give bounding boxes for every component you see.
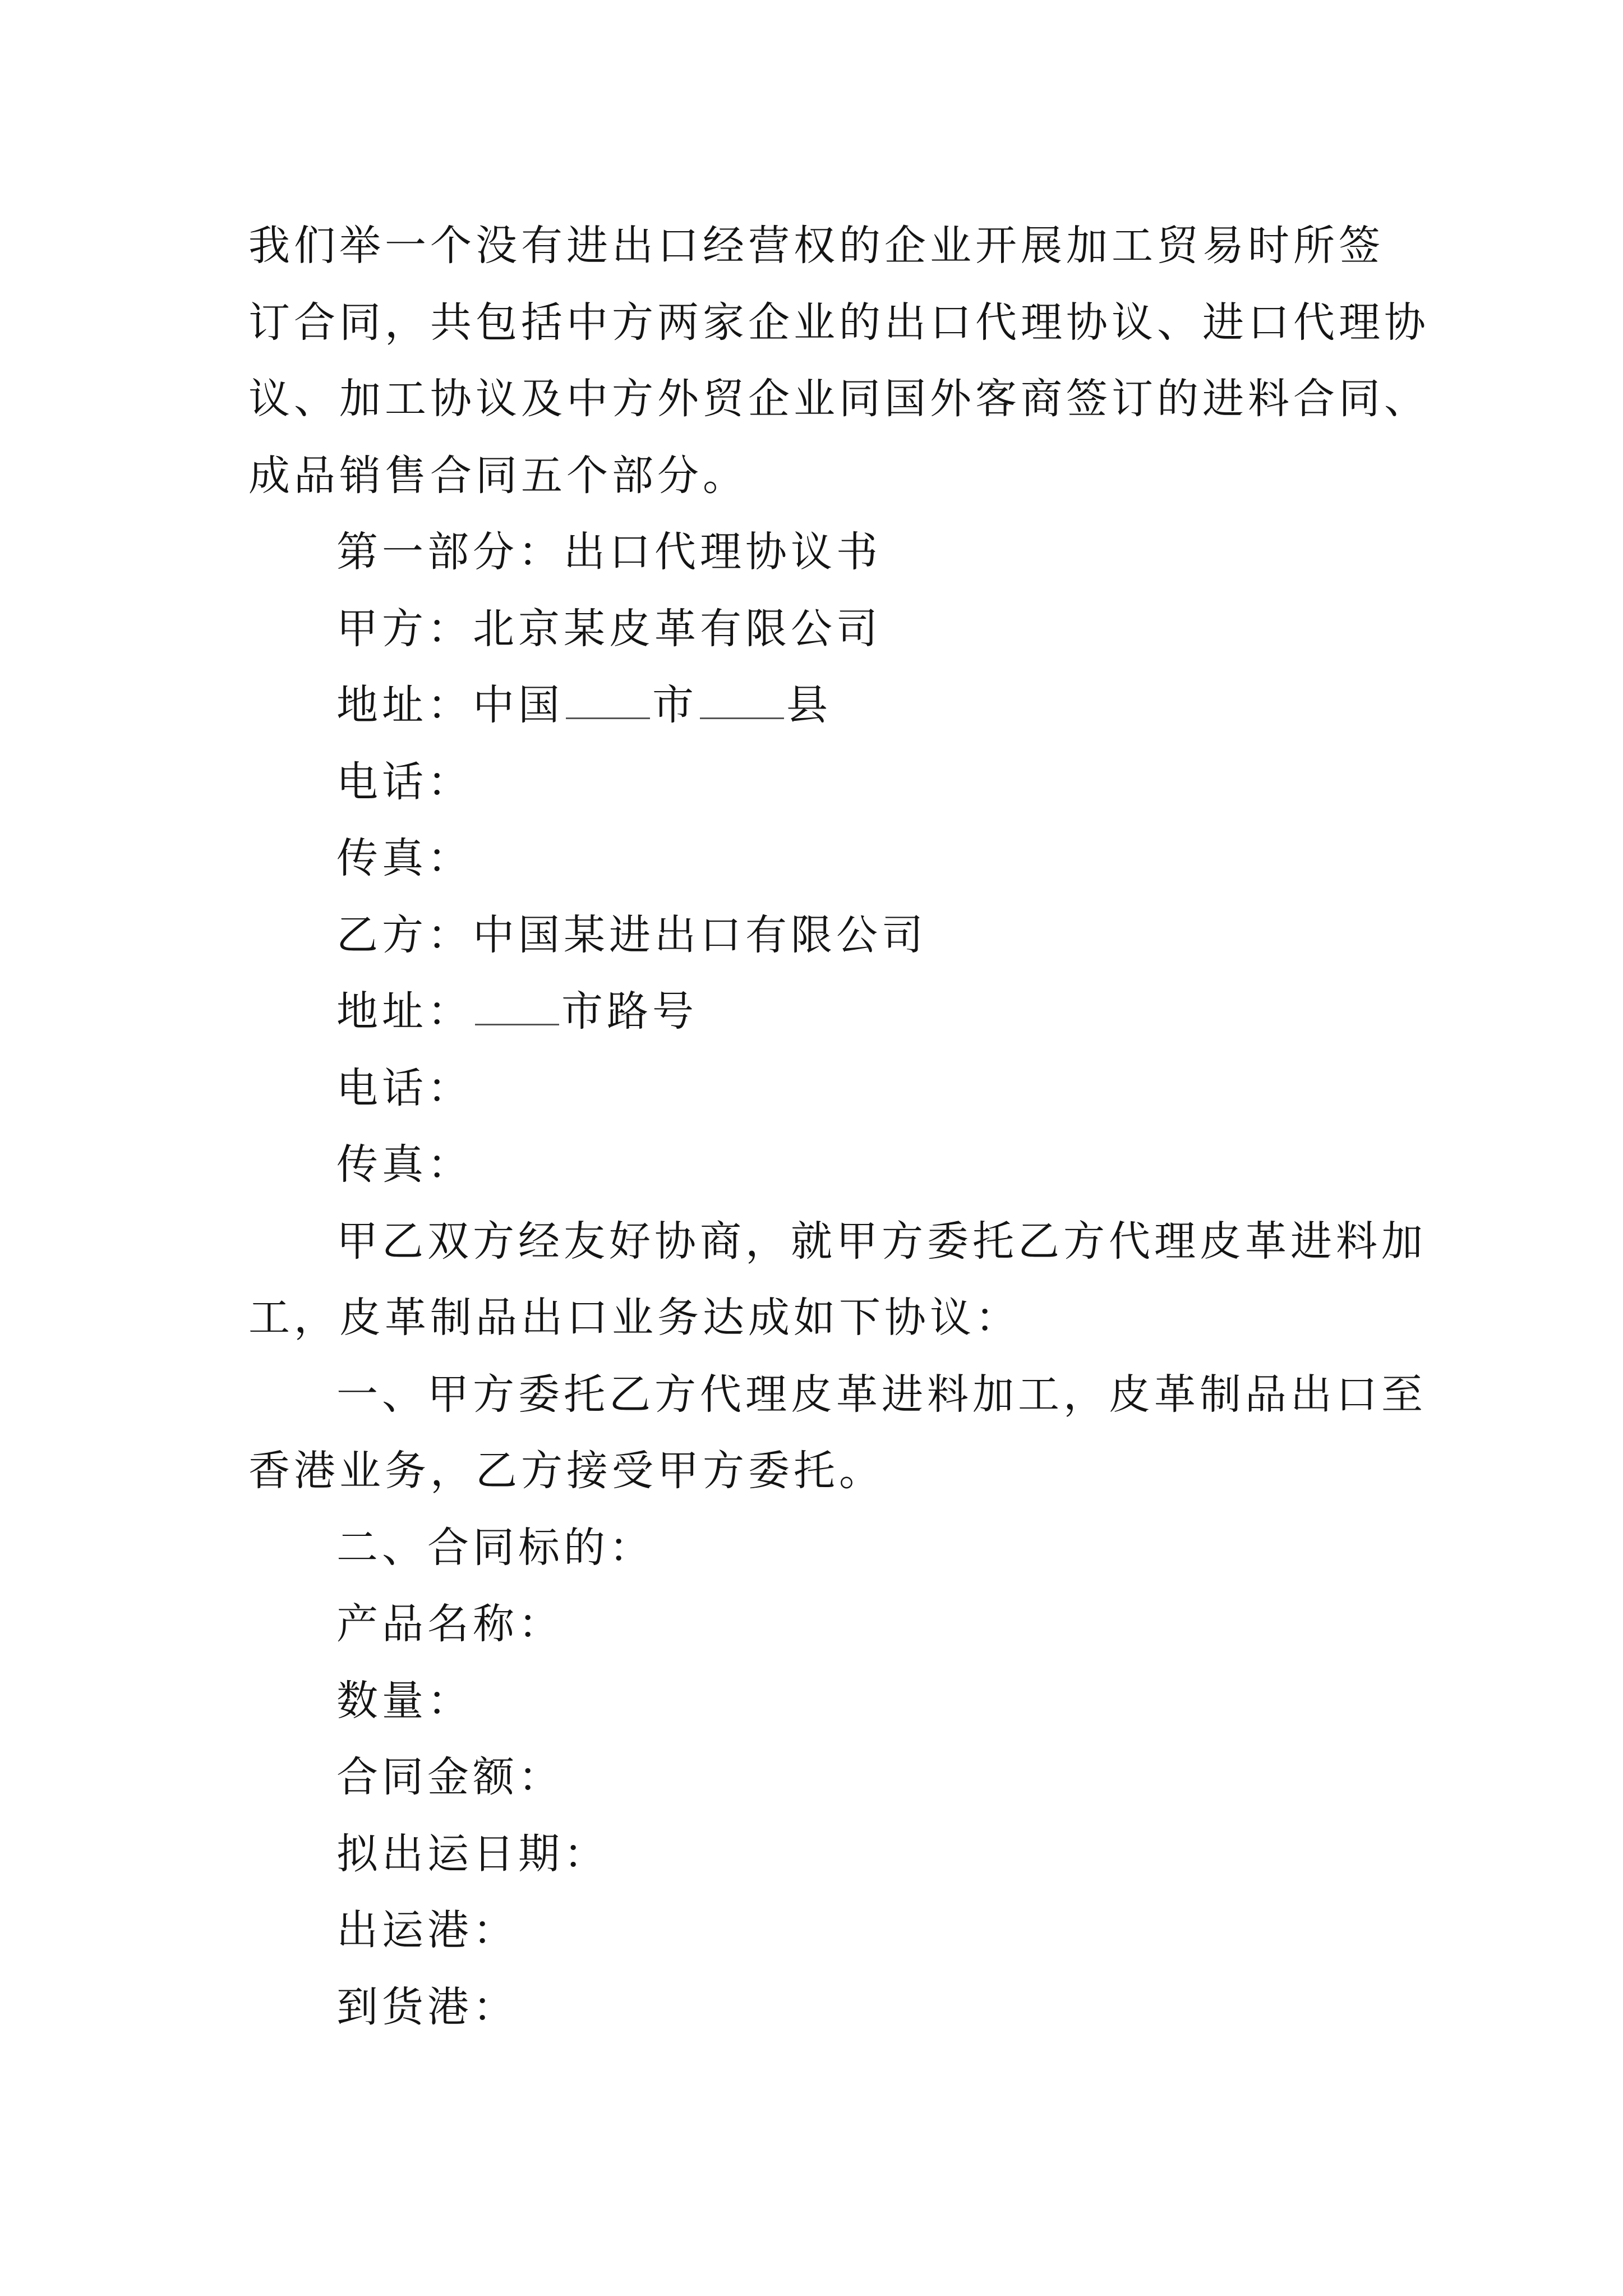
intro-line-1: 我们举一个没有进出口经营权的企业开展加工贸易时所签 xyxy=(248,222,1384,270)
field-shipping-date: 拟出运日期： xyxy=(336,1829,609,1878)
document-body xyxy=(248,208,1430,2045)
party-b-name: 乙方：中国某进出口有限公司 xyxy=(336,910,927,959)
agreement-intro-line-2: 工，皮革制品出口业务达成如下协议： xyxy=(248,1294,1021,1342)
party-a-name: 甲方：北京某皮革有限公司 xyxy=(336,604,882,653)
party-b-fax: 传真： xyxy=(336,1140,473,1189)
clause-two-title: 二、合同标的： xyxy=(336,1523,654,1572)
intro-line-2: 订合同，共包括中方两家企业的出口代理协议、进口代理协 xyxy=(248,298,1430,347)
intro-line-4: 成品销售合同五个部分。 xyxy=(248,451,748,500)
party-a-address-mid: 市 xyxy=(652,681,698,729)
party-a-address-suffix: 县 xyxy=(786,681,832,729)
party-a-address-prefix: 地址：中国 xyxy=(336,681,564,729)
blank-line xyxy=(700,685,784,719)
party-b-phone: 电话： xyxy=(336,1064,473,1112)
blank-line xyxy=(475,991,559,1025)
intro-paragraph xyxy=(248,208,1430,514)
clause-one-paragraph xyxy=(248,1356,1427,1510)
agreement-intro-line-1: 甲乙双方经友好协商，就甲方委托乙方代理皮革进料加 xyxy=(336,1217,1427,1266)
field-port-of-shipment: 出运港： xyxy=(336,1906,518,1954)
field-quantity: 数量： xyxy=(336,1676,473,1725)
agreement-intro-paragraph xyxy=(248,1203,1427,1356)
party-b-address xyxy=(248,973,1415,1050)
part-title: 第一部分：出口代理协议书 xyxy=(336,528,882,576)
party-b-address-suffix: 市路号 xyxy=(561,987,698,1036)
party-a-phone: 电话： xyxy=(336,757,473,806)
intro-line-3: 议、加工协议及中方外贸企业同国外客商签订的进料合同、 xyxy=(248,375,1430,423)
field-contract-amount: 合同金额： xyxy=(336,1753,564,1801)
field-port-of-destination: 到货港： xyxy=(336,1982,518,2031)
clause-one-line-2: 香港业务，乙方接受甲方委托。 xyxy=(248,1447,884,1495)
party-a-fax: 传真： xyxy=(336,834,473,882)
clause-one-line-1: 一、甲方委托乙方代理皮革进料加工，皮革制品出口至 xyxy=(336,1370,1427,1419)
blank-line xyxy=(566,685,650,719)
field-product-name: 产品名称： xyxy=(336,1600,564,1648)
party-a-address xyxy=(248,667,1415,744)
party-b-address-prefix: 地址： xyxy=(336,987,473,1036)
